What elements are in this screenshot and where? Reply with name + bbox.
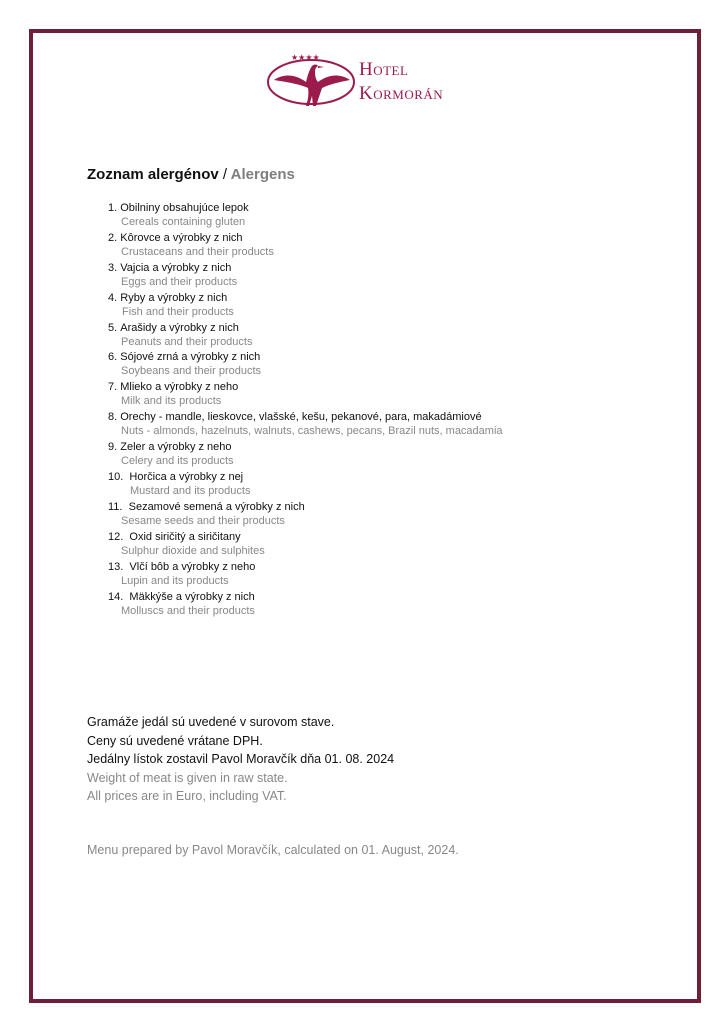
note-raw-weight-sk: Gramáže jedál sú uvedené v surovom stave. xyxy=(87,715,335,729)
allergen-number: 6. xyxy=(108,351,118,364)
allergen-name-sk xyxy=(108,321,503,335)
allergen-item xyxy=(108,201,503,231)
allergen-item xyxy=(108,560,503,590)
allergen-number: 5. xyxy=(108,321,118,334)
allergen-item xyxy=(108,231,503,261)
allergen-item xyxy=(108,470,503,500)
allergen-name-en: Molluscs and their products xyxy=(121,604,255,617)
allergen-name-en: Celery and its products xyxy=(121,455,234,468)
allergen-label-sk: Mäkkýše a výrobky z nich xyxy=(129,590,255,603)
allergen-label-sk: Zeler a výrobky z neho xyxy=(120,441,232,454)
allergen-number: 3. xyxy=(108,261,118,274)
allergen-name-sk xyxy=(108,291,503,305)
logo-stars: ★★★★ xyxy=(291,53,320,62)
allergen-name-en: Eggs and their products xyxy=(121,275,238,288)
allergen-name-en: Lupin and its products xyxy=(121,574,229,587)
allergen-item xyxy=(108,530,503,560)
allergen-name-en: Sesame seeds and their products xyxy=(121,514,285,527)
allergen-number: 13. xyxy=(108,560,124,573)
allergen-name-en: Soybeans and their products xyxy=(121,365,262,378)
allergen-number: 11. xyxy=(108,500,123,513)
allergen-item xyxy=(108,321,503,351)
allergen-item xyxy=(108,440,503,470)
allergen-name-en: Milk and its products xyxy=(121,395,222,408)
allergen-name-en: Peanuts and their products xyxy=(121,335,253,348)
allergen-number: 14. xyxy=(108,590,124,603)
allergen-label-sk: Obilniny obsahujúce lepok xyxy=(120,202,249,214)
allergen-name-en: Cereals containing gluten xyxy=(121,216,246,228)
allergen-number: 4. xyxy=(108,291,118,304)
allergen-name-en: Crustaceans and their products xyxy=(121,245,274,258)
allergen-label-sk: Orechy - mandle, lieskovce, vlašské, kešu, pekanové, para, makadámiové xyxy=(120,411,482,424)
footer-prepared-by: Menu prepared by Pavol Moravčík, calculated on 01. August, 2024. xyxy=(87,843,459,857)
allergen-name-sk xyxy=(108,350,503,364)
allergen-name-sk xyxy=(108,380,503,394)
allergen-number: 12. xyxy=(108,530,124,543)
hotel-logo xyxy=(266,52,471,108)
note-vat-sk: Ceny sú uvedené vrátane DPH. xyxy=(87,733,263,748)
allergen-name-en: Sulphur dioxide and sulphites xyxy=(121,544,265,557)
allergen-number: 1. xyxy=(108,202,118,214)
allergen-list xyxy=(108,201,503,619)
allergen-label-sk: Horčica a výrobky z nej xyxy=(129,471,244,484)
allergen-name-sk xyxy=(108,470,503,484)
hotel-name xyxy=(359,58,443,106)
allergen-name-sk xyxy=(108,201,503,215)
allergen-name-sk xyxy=(108,231,503,245)
allergen-item xyxy=(108,291,503,321)
hotel-name-line2: Kormorán xyxy=(359,83,444,104)
note-raw-weight-en: Weight of meat is given in raw state. xyxy=(87,770,288,785)
allergen-name-sk xyxy=(108,261,503,275)
allergen-label-sk: Ryby a výrobky z nich xyxy=(120,291,228,304)
heading-separator: / xyxy=(222,166,228,183)
allergen-name-sk xyxy=(108,560,503,574)
allergen-label-sk: Mlieko a výrobky z neho xyxy=(120,381,239,394)
allergen-label-sk: Vlčí bôb a výrobky z neho xyxy=(129,560,256,573)
allergen-label-sk: Arašidy a výrobky z nich xyxy=(120,321,239,334)
allergen-name-sk xyxy=(108,410,503,424)
allergen-item xyxy=(108,261,503,291)
heading-en: Alergens xyxy=(230,166,295,183)
allergens-heading xyxy=(87,166,295,183)
allergen-name-sk xyxy=(108,500,503,514)
note-prepared-by-sk: Jedálny lístok zostavil Pavol Moravčík dňa 01. 08. 2024 xyxy=(87,752,395,766)
allergen-name-sk xyxy=(108,530,503,544)
allergen-number: 10. xyxy=(108,471,124,484)
allergen-item xyxy=(108,380,503,410)
allergen-number: 8. xyxy=(108,411,118,424)
allergen-label-sk: Sójové zrná a výrobky z nich xyxy=(120,351,261,364)
heading-sk: Zoznam alergénov xyxy=(87,166,219,183)
allergen-name-sk xyxy=(108,440,503,454)
allergen-number: 7. xyxy=(108,381,118,394)
hotel-name-line1: Hotel xyxy=(359,59,409,80)
allergen-name-en: Fish and their products xyxy=(122,305,234,318)
allergen-label-sk: Kôrovce a výrobky z nich xyxy=(120,231,243,244)
allergen-number: 9. xyxy=(108,441,118,454)
allergen-name-en: Nuts - almonds, hazelnuts, walnuts, cashews, pecans, Brazil nuts, macadamia xyxy=(121,425,503,438)
notes xyxy=(87,713,394,806)
allergen-item xyxy=(108,500,503,530)
cormorant-emblem-icon xyxy=(266,52,358,108)
allergen-number: 2. xyxy=(108,231,118,244)
allergen-item xyxy=(108,590,503,620)
allergen-item xyxy=(108,410,503,440)
note-prices-en: All prices are in Euro, including VAT. xyxy=(87,789,287,803)
allergen-name-sk xyxy=(108,590,503,604)
allergen-label-sk: Vajcia a výrobky z nich xyxy=(120,261,232,274)
allergen-name-en: Mustard and its products xyxy=(130,485,251,498)
allergen-label-sk: Sezamové semená a výrobky z nich xyxy=(128,500,305,513)
allergen-label-sk: Oxid siričitý a siričitany xyxy=(129,530,241,543)
allergen-item xyxy=(108,350,503,380)
